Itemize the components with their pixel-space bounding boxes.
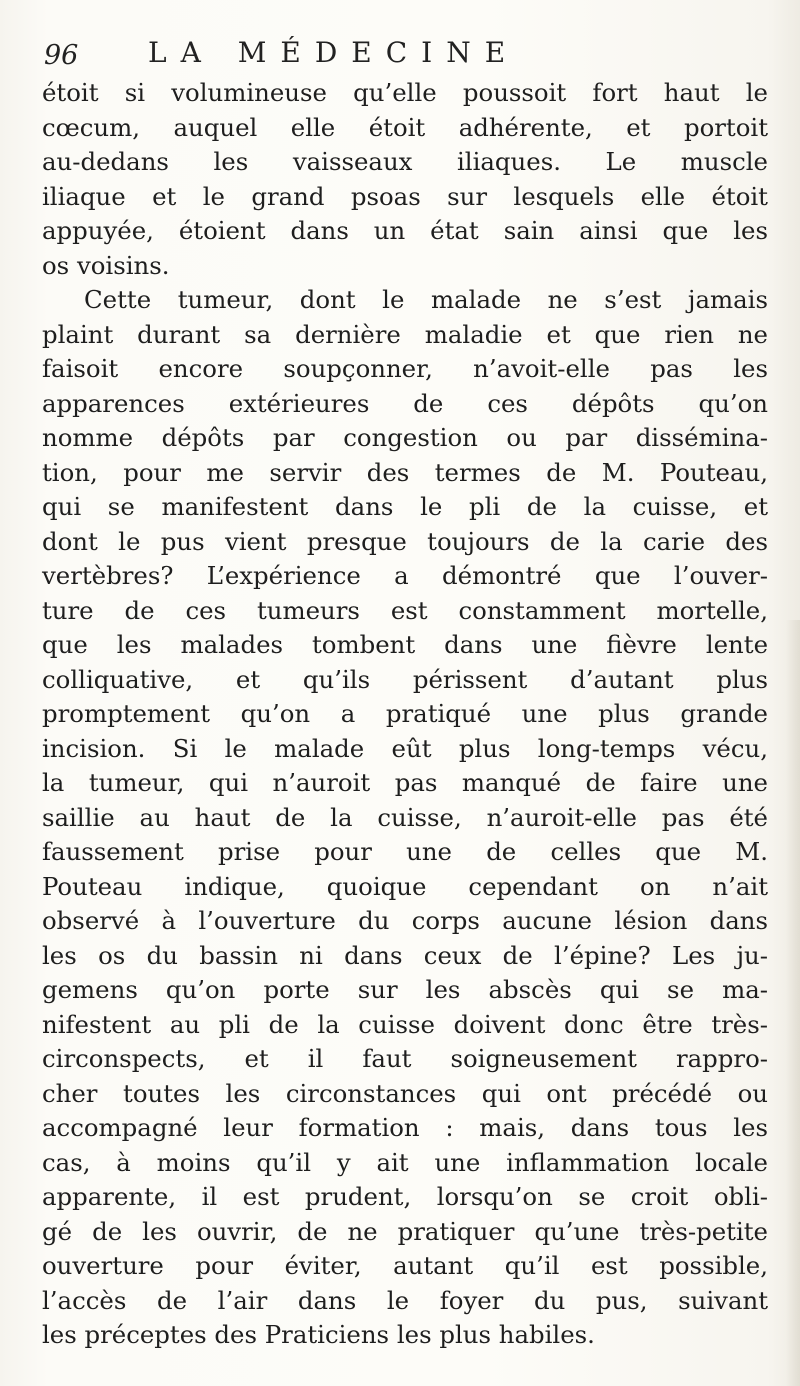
text-line: appuyée, étoient dans un état sain ainsi que les [42,216,768,245]
paragraph-start-line: Cette tumeur, dont le malade ne s’est jamais [84,285,768,314]
body-text [42,76,768,1353]
text-line: nifestent au pli de la cuisse doivent donc être très- [42,1009,768,1039]
text-line: colliquative, et qu’ils périssent d’autant plus [42,664,768,694]
text-line: vertèbres? L’expérience a démontré que l’ouver- [42,561,768,590]
text-line: apparente, il est prudent, lorsqu’on se croit obli- [42,1182,768,1211]
text-line: l’accès de l’air dans le foyer du pus, suivant [42,1285,768,1315]
text-line: iliaque et le grand psoas sur lesquels elle étoit [42,181,768,211]
text-line: os voisins. [42,250,170,280]
text-line: Pouteau indique, quoique cependant on n’ait [42,871,768,901]
text-line: la tumeur, qui n’auroit pas manqué de faire une [42,768,768,797]
text-line: circonspects, et il faut soigneusement rappro- [42,1044,768,1073]
text-line: promptement qu’on a pratiqué une plus grande [42,699,768,728]
page-header [44,36,764,80]
text-line: faussement prise pour une de celles que M. [42,837,768,866]
text-line: étoit si volumineuse qu’elle poussoit fort haut le [42,78,768,107]
text-line: incision. Si le malade eût plus long-temps vécu, [42,733,768,763]
text-line: cher toutes les circonstances qui ont précédé ou [42,1078,768,1108]
text-line: cœcum, auquel elle étoit adhérente, et portoit [42,112,768,142]
page-number: 96 [44,40,79,71]
text-line: observé à l’ouverture du corps aucune lésion dans [42,906,768,935]
text-line: apparences extérieures de ces dépôts qu’on [42,388,768,418]
text-line: au-dedans les vaisseaux iliaques. Le muscle [42,147,768,176]
text-line: que les malades tombent dans une fièvre lente [42,630,768,659]
text-line: ture de ces tumeurs est constamment mortelle, [42,595,768,625]
text-line: ouverture pour éviter, autant qu’il est possible, [42,1251,768,1280]
text-line: faisoit encore soupçonner, n’avoit-elle pas les [42,354,768,383]
text-line: les os du bassin ni dans ceux de l’épine? Les ju- [42,940,768,970]
text-line: gemens qu’on porte sur les abscès qui se ma- [42,975,768,1004]
text-line: plaint durant sa dernière maladie et que rien ne [42,319,768,349]
text-line: accompagné leur formation : mais, dans tous les [42,1113,768,1142]
text-line: les préceptes des Praticiens les plus habiles. [42,1320,595,1349]
page-edge-shadow [786,620,800,1386]
text-line: qui se manifestent dans le pli de la cuisse, et [42,492,768,521]
text-line: dont le pus vient presque toujours de la carie des [42,526,768,556]
text-line: saillie au haut de la cuisse, n’auroit-elle pas été [42,802,768,832]
running-head: LA MÉDECINE [148,36,520,69]
text-line: gé de les ouvrir, de ne pratiquer qu’une très-petite [42,1216,768,1246]
text-line: nomme dépôts par congestion ou par dissémina- [42,423,768,452]
text-line: cas, à moins qu’il y ait une inflammation locale [42,1147,768,1177]
text-line: tion, pour me servir des termes de M. Pouteau, [42,457,768,487]
